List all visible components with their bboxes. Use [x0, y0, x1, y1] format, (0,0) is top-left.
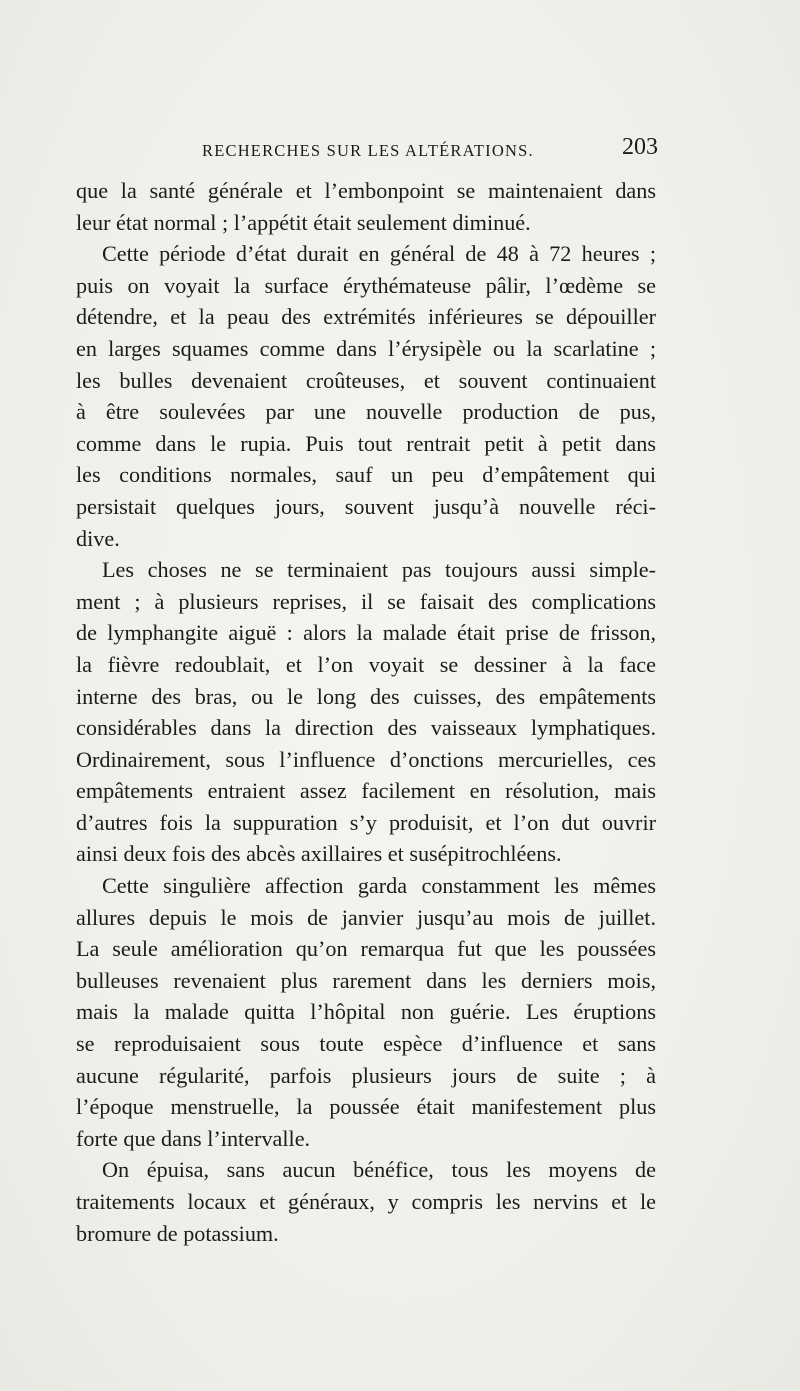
text-line: Cette période d’état durait en général de 48 à 72 heures ;	[102, 241, 656, 267]
text-line: de lymphangite aiguë : alors la malade était prise de frisson,	[76, 620, 656, 646]
text-line: Cette singulière affection garda constamment les mêmes	[102, 873, 656, 899]
text-line: détendre, et la peau des extrémités inférieures se dépouiller	[76, 304, 656, 330]
text-line: la fièvre redoublait, et l’on voyait se dessiner à la face	[76, 651, 656, 677]
text-line: les bulles devenaient croûteuses, et souvent continuaient	[76, 367, 656, 393]
text-line: en larges squames comme dans l’érysipèle ou la scarlatine ;	[76, 335, 656, 361]
text-line: interne des bras, ou le long des cuisses, des empâtements	[76, 683, 656, 709]
text-line: l’époque menstruelle, la poussée était manifestement plus	[76, 1094, 656, 1120]
text-line: Ordinairement, sous l’influence d’onctions mercurielles, ces	[76, 746, 656, 772]
page-number: 203	[622, 134, 658, 160]
text-line: empâtements entraient assez facilement en résolution, mais	[76, 778, 656, 804]
text-line: comme dans le rupia. Puis tout rentrait petit à petit dans	[76, 430, 656, 456]
text-line: Les choses ne se terminaient pas toujours aussi simple-	[102, 557, 656, 583]
text-line: bromure de potassium.	[76, 1220, 279, 1246]
text-line: bulleuses revenaient plus rarement dans les derniers mois,	[76, 967, 656, 993]
text-line: ment ; à plusieurs reprises, il se faisait des complications	[76, 588, 656, 614]
text-line: dive.	[76, 525, 120, 551]
running-head: RECHERCHES SUR LES ALTÉRATIONS.	[202, 141, 534, 160]
text-line: les conditions normales, sauf un peu d’empâtement qui	[76, 462, 656, 488]
text-line: allures depuis le mois de janvier jusqu’au mois de juillet.	[76, 904, 656, 930]
text-line: forte que dans l’intervalle.	[76, 1125, 311, 1151]
page-header	[76, 134, 658, 164]
text-line: On épuisa, sans aucun bénéfice, tous les moyens de	[102, 1157, 656, 1183]
body-text	[76, 175, 656, 1249]
text-line: leur état normal ; l’appétit était seulement diminué.	[76, 209, 531, 235]
text-line: ainsi deux fois des abcès axillaires et susépitrochléens.	[76, 841, 562, 867]
text-line: d’autres fois la suppuration s’y produisit, et l’on dut ouvrir	[76, 809, 656, 835]
text-line: à être soulevées par une nouvelle production de pus,	[76, 399, 656, 425]
text-line: mais la malade quitta l’hôpital non guérie. Les éruptions	[76, 999, 656, 1025]
text-line: considérables dans la direction des vaisseaux lymphatiques.	[76, 715, 656, 741]
text-line: persistait quelques jours, souvent jusqu’à nouvelle réci-	[76, 493, 656, 519]
text-line: aucune régularité, parfois plusieurs jours de suite ; à	[76, 1062, 656, 1088]
text-line: traitements locaux et généraux, y compris les nervins et le	[76, 1189, 656, 1214]
text-line: La seule amélioration qu’on remarqua fut que les poussées	[76, 936, 656, 962]
text-line: se reproduisaient sous toute espèce d’influence et sans	[76, 1031, 656, 1057]
text-line: puis on voyait la surface érythémateuse pâlir, l’œdème se	[76, 272, 656, 298]
text-line: que la santé générale et l’embonpoint se maintenaient dans	[76, 178, 656, 203]
